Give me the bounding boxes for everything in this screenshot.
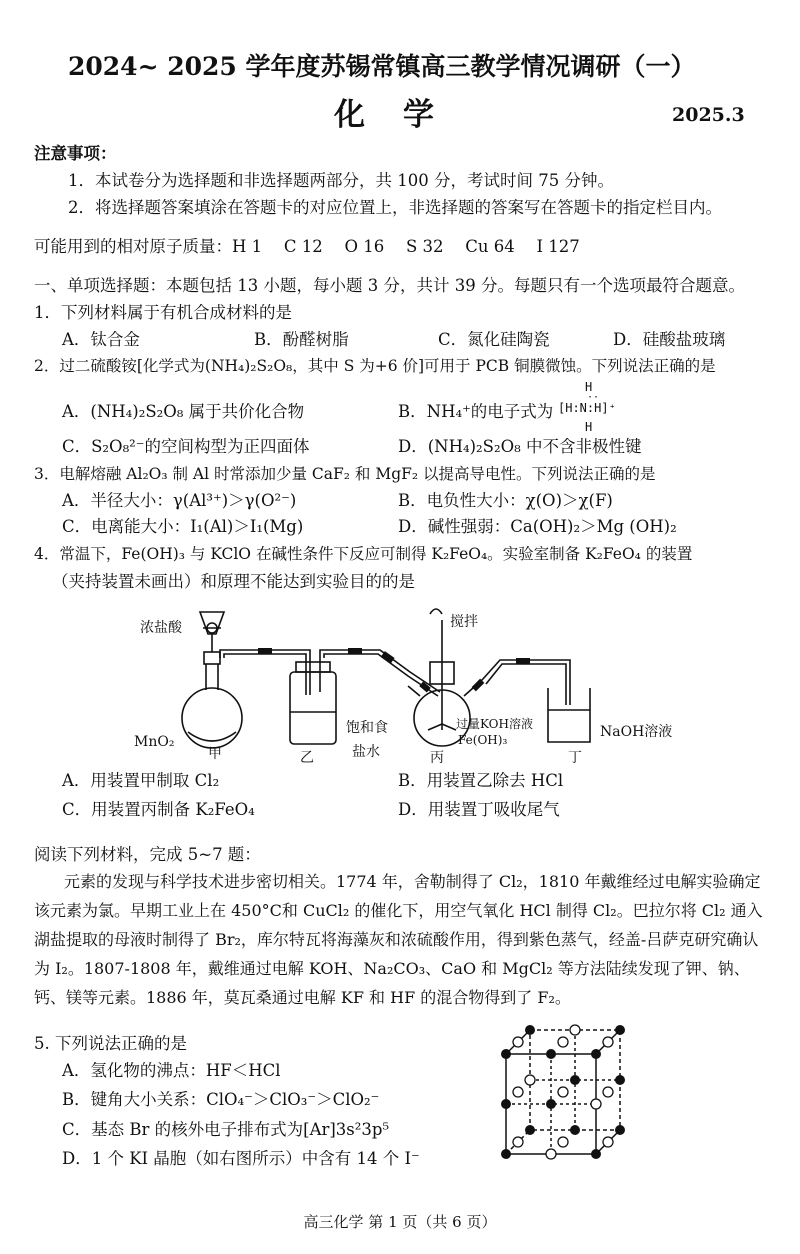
section-heading: 一、单项选择题：本题包括 13 小题，每小题 3 分，共计 39 分。每题只有一个选项最符合题意。: [34, 276, 745, 295]
ki-crystal-cell-diagram: [496, 1024, 626, 1164]
label-brine-1: 饱和食: [346, 720, 388, 736]
q2-option-d: D．(NH₄)₂S₂O₈ 中不含非极性键: [398, 437, 642, 456]
atomic-masses: 可能用到的相对原子质量：H 1 C 12 O 16 S 32 Cu 64 I 127: [34, 237, 580, 256]
q1-stem: 1．下列材料属于有机合成材料的是: [34, 303, 292, 322]
q5-option-d: D．1 个 KI 晶胞（如右图所示）中含有 14 个 I⁻: [62, 1149, 420, 1168]
note-item-2: 2．将选择题答案填涂在答题卡的对应位置上，非选择题的答案写在答题卡的指定栏目内。: [68, 198, 722, 217]
label-conc-hcl: 浓盐酸: [140, 620, 182, 636]
q4-option-b: B．用装置乙除去 HCl: [398, 771, 564, 790]
q3-option-c: C．电离能大小：I₁(Al)＞I₁(Mg): [62, 517, 304, 536]
reading-intro: 阅读下列材料，完成 5~7 题：: [34, 845, 261, 864]
q1-option-c: C．氮化硅陶瓷: [438, 330, 550, 349]
q3-stem: 3．电解熔融 Al₂O₃ 制 Al 时常添加少量 CaF₂ 和 MgF₂ 以提高导电性。下列说法正确的是: [34, 465, 656, 483]
q4-stem-line1: 4．常温下，Fe(OH)₃ 与 KClO 在碱性条件下反应可制得 K₂FeO₄。实验室制备 K₂FeO₄ 的装置: [34, 545, 693, 563]
q2-stem: 2．过二硫酸铵[化学式为(NH₄)₂S₂O₈，其中 S 为+6 价]可用于 PCB 铜膜微蚀。下列说法正确的是: [34, 357, 716, 375]
electron-formula-top: H: [585, 380, 593, 394]
exam-date: 2025.3: [672, 104, 745, 126]
exam-title: 2024~ 2025 学年度苏锡常镇高三教学情况调研（一）: [68, 52, 696, 81]
q1-option-d: D．硅酸盐玻璃: [613, 330, 726, 349]
label-bing: 丙: [430, 750, 444, 766]
ammonium-electron-formula: [558, 380, 628, 440]
q3-option-b: B．电负性大小：χ(O)＞χ(F): [398, 491, 613, 510]
page-footer: 高三化学 第 1 页（共 6 页）: [303, 1213, 497, 1231]
reading-passage: 元素的发现与科学技术进步密切相关。1774 年，舍勒制得了 Cl₂，1810 年戴维经过电解实验确定该元素为氯。早期工业上在 450°C和 CuCl₂ 的催化下，用空气氧化 HCl 制得 Cl₂。巴拉尔将 Cl₂ 通入湖盐提取的母液时制得了 Br₂，库尔特瓦将海藻灰和浓硫酸作用，得到紫色蒸气，经盖-吕萨克研究确认为 I₂。1807-1808 年，戴维通过电解 KOH、Na₂CO₃、CaO 和 MgCl₂ 等方法陆续发现了钾、钠、钙、镁等元素。1886 年，莫瓦桑通过电解 KF 和 HF 的混合物得到了 F₂。: [34, 872, 763, 1007]
label-mno2: MnO₂: [134, 734, 175, 750]
q2-option-a: A．(NH₄)₂S₂O₈ 属于共价化合物: [62, 402, 305, 421]
q5-option-a: A．氢化物的沸点：HF＜HCl: [62, 1061, 281, 1080]
note-item-1: 1．本试卷分为选择题和非选择题两部分，共 100 分，考试时间 75 分钟。: [68, 171, 614, 190]
q4-option-d: D．用装置丁吸收尾气: [398, 800, 560, 819]
label-naoh: NaOH溶液: [600, 724, 673, 740]
q1-option-a: A．钛合金: [62, 330, 140, 349]
label-brine-2: 盐水: [352, 744, 380, 760]
q3-option-d: D．碱性强弱：Ca(OH)₂＞Mg (OH)₂: [398, 517, 677, 536]
q2-option-c: C．S₂O₈²⁻的空间构型为正四面体: [62, 437, 310, 456]
label-feoh3: Fe(OH)₃: [458, 733, 508, 747]
q1-option-b: B．酚醛树脂: [254, 330, 349, 349]
subject-title: 化学: [334, 97, 472, 133]
q5-stem: 5. 下列说法正确的是: [34, 1034, 187, 1053]
q4-option-a: A．用装置甲制取 Cl₂: [62, 771, 220, 790]
apparatus-diagram: [120, 600, 720, 770]
q2-option-b: B．NH₄⁺的电子式为: [398, 402, 554, 421]
electron-formula-bottom: H: [585, 420, 593, 434]
q5-option-b: B．键角大小关系：ClO₄⁻＞ClO₃⁻＞ClO₂⁻: [62, 1090, 380, 1109]
notes-heading: 注意事项：: [34, 144, 117, 163]
q4-option-c: C．用装置丙制备 K₂FeO₄: [62, 800, 255, 819]
q3-option-a: A．半径大小：γ(Al³⁺)＞γ(O²⁻): [62, 491, 297, 510]
q5-option-c: C．基态 Br 的核外电子排布式为[Ar]3s²3p⁵: [62, 1120, 390, 1139]
electron-formula-mid: [H:N:H]⁺: [558, 401, 616, 415]
label-stir: 搅拌: [450, 614, 478, 630]
label-jia: 甲: [208, 746, 222, 762]
q4-stem-line2: （夹持装置未画出）和原理不能达到实验目的的是: [52, 572, 415, 591]
label-ding: 丁: [568, 750, 582, 766]
label-koh: 过量KOH溶液: [456, 717, 533, 731]
electron-dots-top: ··: [587, 392, 600, 403]
label-yi: 乙: [300, 750, 314, 766]
